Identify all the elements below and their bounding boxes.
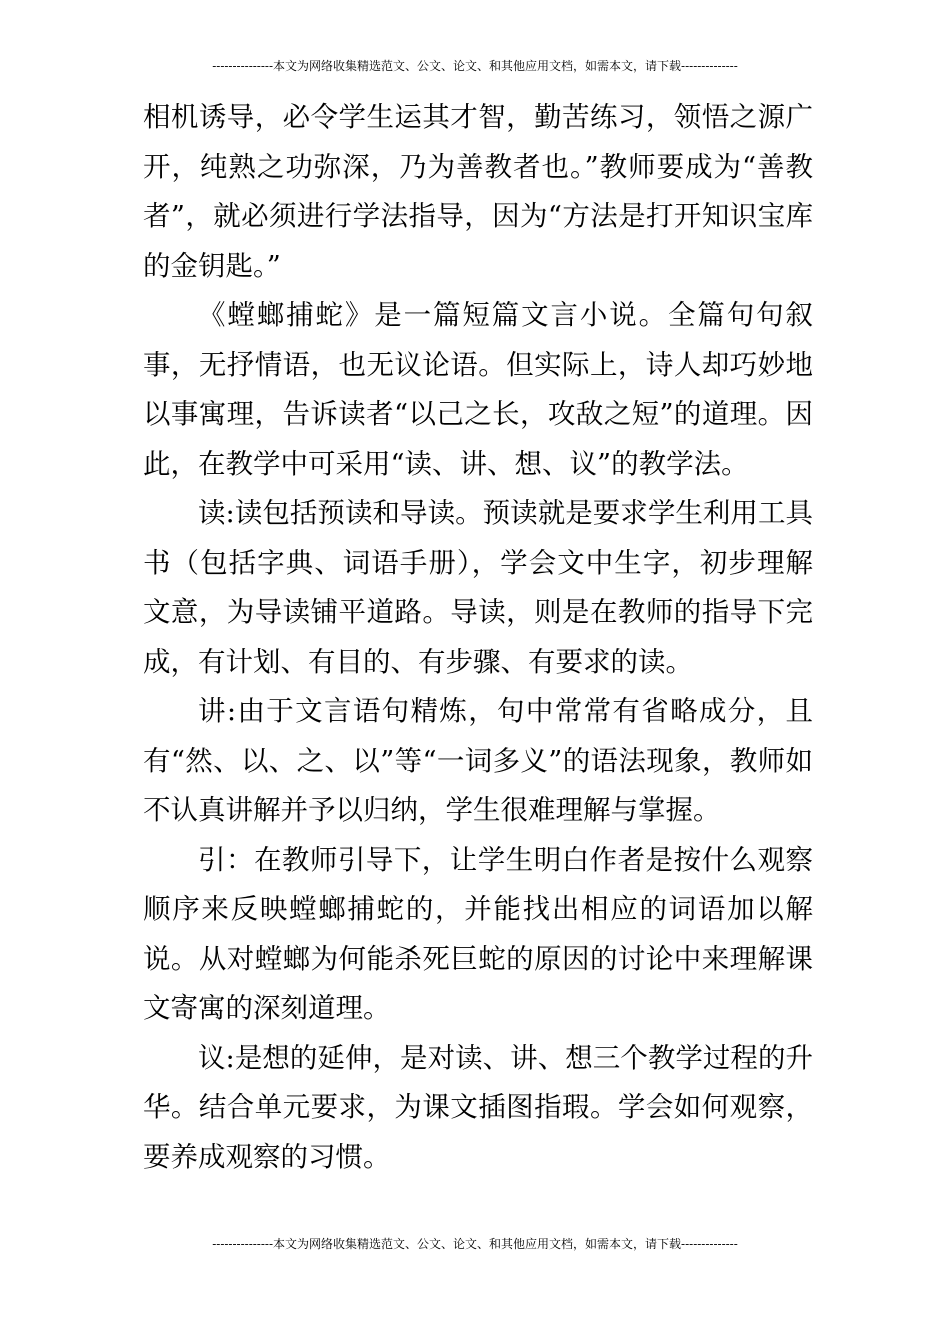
paragraph-guide: 引：在教师引导下，让学生明白作者是按什么观察顺序来反映螳螂捕蛇的，并能找出相应的词语加以解说。从对螳螂为何能杀死巨蛇的原因的讨论中来理解课文寄寓的深刻道理。 [143,843,813,1024]
page-footer: ---------------本文为网络收集精选范文、公文、论文、和其他应用文档，如需本文，请下载-------------- [212,1237,738,1251]
document-body [143,93,813,1182]
paragraph-read: 读:读包括预读和导读。预读就是要求学生利用工具书（包括字典、词语手册），学会文中生字，初步理解文意，为导读铺平道路。导读，则是在教师的指导下完成，有计划、有目的、有步骤、有要求的读。 [143,497,813,678]
page-header: ---------------本文为网络收集精选范文、公文、论文、和其他应用文档，如需本文，请下载-------------- [212,59,738,73]
paragraph-intro: 《螳螂捕蛇》是一篇短篇文言小说。全篇句句叙事，无抒情语，也无议论语。但实际上，诗人却巧妙地以事寓理，告诉读者“以己之长，攻敌之短”的道理。因此，在教学中可采用“读、讲、想、议”的教学法。 [143,299,813,480]
paragraph-continuation: 相机诱导，必令学生运其才智，勤苦练习，领悟之源广开，纯熟之功弥深，乃为善教者也。”教师要成为“善教者”，就必须进行学法指导，因为“方法是打开知识宝库的金钥匙。” [143,101,813,282]
paragraph-discuss: 议:是想的延伸，是对读、讲、想三个教学过程的升华。结合单元要求，为课文插图指瑕。学会如何观察，要养成观察的习惯。 [143,1041,813,1173]
paragraph-explain: 讲:由于文言语句精炼，句中常常有省略成分，且有“然、以、之、以”等“一词多义”的语法现象，教师如不认真讲解并予以归纳，学生很难理解与掌握。 [143,695,813,826]
